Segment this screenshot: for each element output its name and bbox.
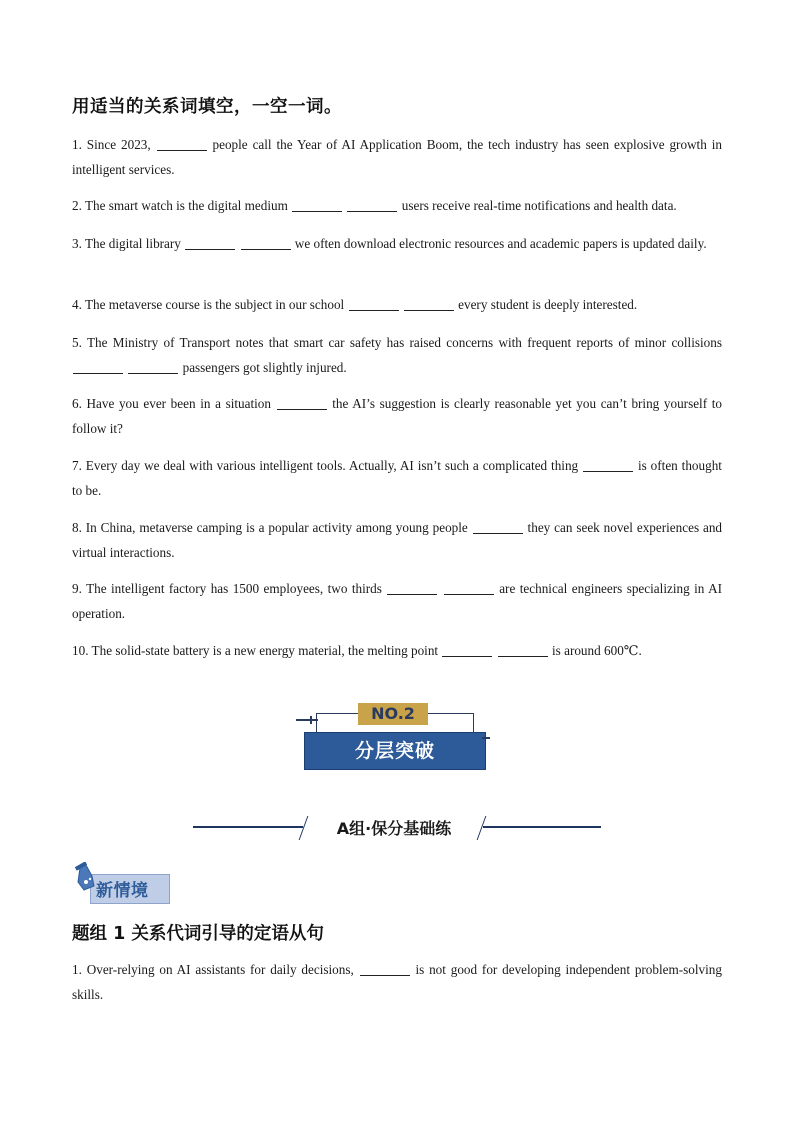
answer-blank[interactable]	[185, 236, 235, 250]
question-group-heading: 题组 1 关系代词引导的定语从句	[72, 924, 324, 944]
banner-title: 分层突破	[304, 732, 486, 770]
group-label: A组·保分基础练	[336, 819, 452, 838]
question-9: 9. The intelligent factory has 1500 employees, two thirds are technical engineers specializing in AI operation.	[72, 581, 723, 621]
answer-blank[interactable]	[444, 581, 494, 595]
question-3: 3. The digital library we often download electronic resources and academic papers is updated daily.	[72, 236, 707, 251]
divider-slash-left	[299, 816, 309, 840]
badge-label: 新情境	[96, 881, 149, 901]
group-divider	[193, 812, 601, 842]
answer-blank[interactable]	[157, 137, 207, 151]
answer-blank[interactable]	[349, 297, 399, 311]
answer-blank[interactable]	[241, 236, 291, 250]
answer-blank[interactable]	[73, 359, 123, 373]
answer-blank[interactable]	[292, 198, 342, 212]
question-4: 4. The metaverse course is the subject in our school every student is deeply interested.	[72, 297, 638, 312]
question-6: 6. Have you ever been in a situation the AI’s suggestion is clearly reasonable yet you can’t bring yourself to follow it?	[72, 396, 722, 436]
banner-right-line	[482, 737, 490, 739]
question-2: 2. The smart watch is the digital medium users receive real-time notifications and health data.	[72, 198, 677, 213]
answer-blank[interactable]	[387, 581, 437, 595]
banner-left-tick	[310, 716, 312, 724]
answer-blank[interactable]	[442, 643, 492, 657]
question-10: 10. The solid-state battery is a new energy material, the melting point is around 600℃.	[72, 643, 642, 658]
question-8: 8. In China, metaverse camping is a popular activity among young people they can seek novel experiences and virtual interactions.	[72, 520, 723, 560]
group-question-1: 1. Over-relying on AI assistants for daily decisions, is not good for developing independent problem-solving skills.	[72, 962, 722, 1002]
section-banner	[296, 700, 496, 772]
divider-line-right	[483, 826, 601, 828]
answer-blank[interactable]	[360, 962, 410, 976]
question-7: 7. Every day we deal with various intelligent tools. Actually, AI isn’t such a complicated thing is often thought to be.	[72, 458, 722, 498]
answer-blank[interactable]	[404, 297, 454, 311]
question-1: 1. Since 2023, people call the Year of AI Application Boom, the tech industry has seen explosive growth in intelligent services.	[72, 137, 722, 177]
banner-left-line	[296, 719, 318, 721]
answer-blank[interactable]	[498, 643, 548, 657]
banner-tag: NO.2	[358, 703, 428, 725]
answer-blank[interactable]	[277, 396, 327, 410]
new-context-badge	[72, 862, 172, 906]
answer-blank[interactable]	[347, 198, 397, 212]
answer-blank[interactable]	[473, 520, 523, 534]
exercise-heading: 用适当的关系词填空，一空一词。	[72, 97, 342, 117]
divider-line-left	[193, 826, 303, 828]
answer-blank[interactable]	[128, 359, 178, 373]
answer-blank[interactable]	[583, 458, 633, 472]
question-5: 5. The Ministry of Transport notes that smart car safety has raised concerns with frequent reports of minor collisions passengers got slightly injured.	[72, 335, 722, 375]
